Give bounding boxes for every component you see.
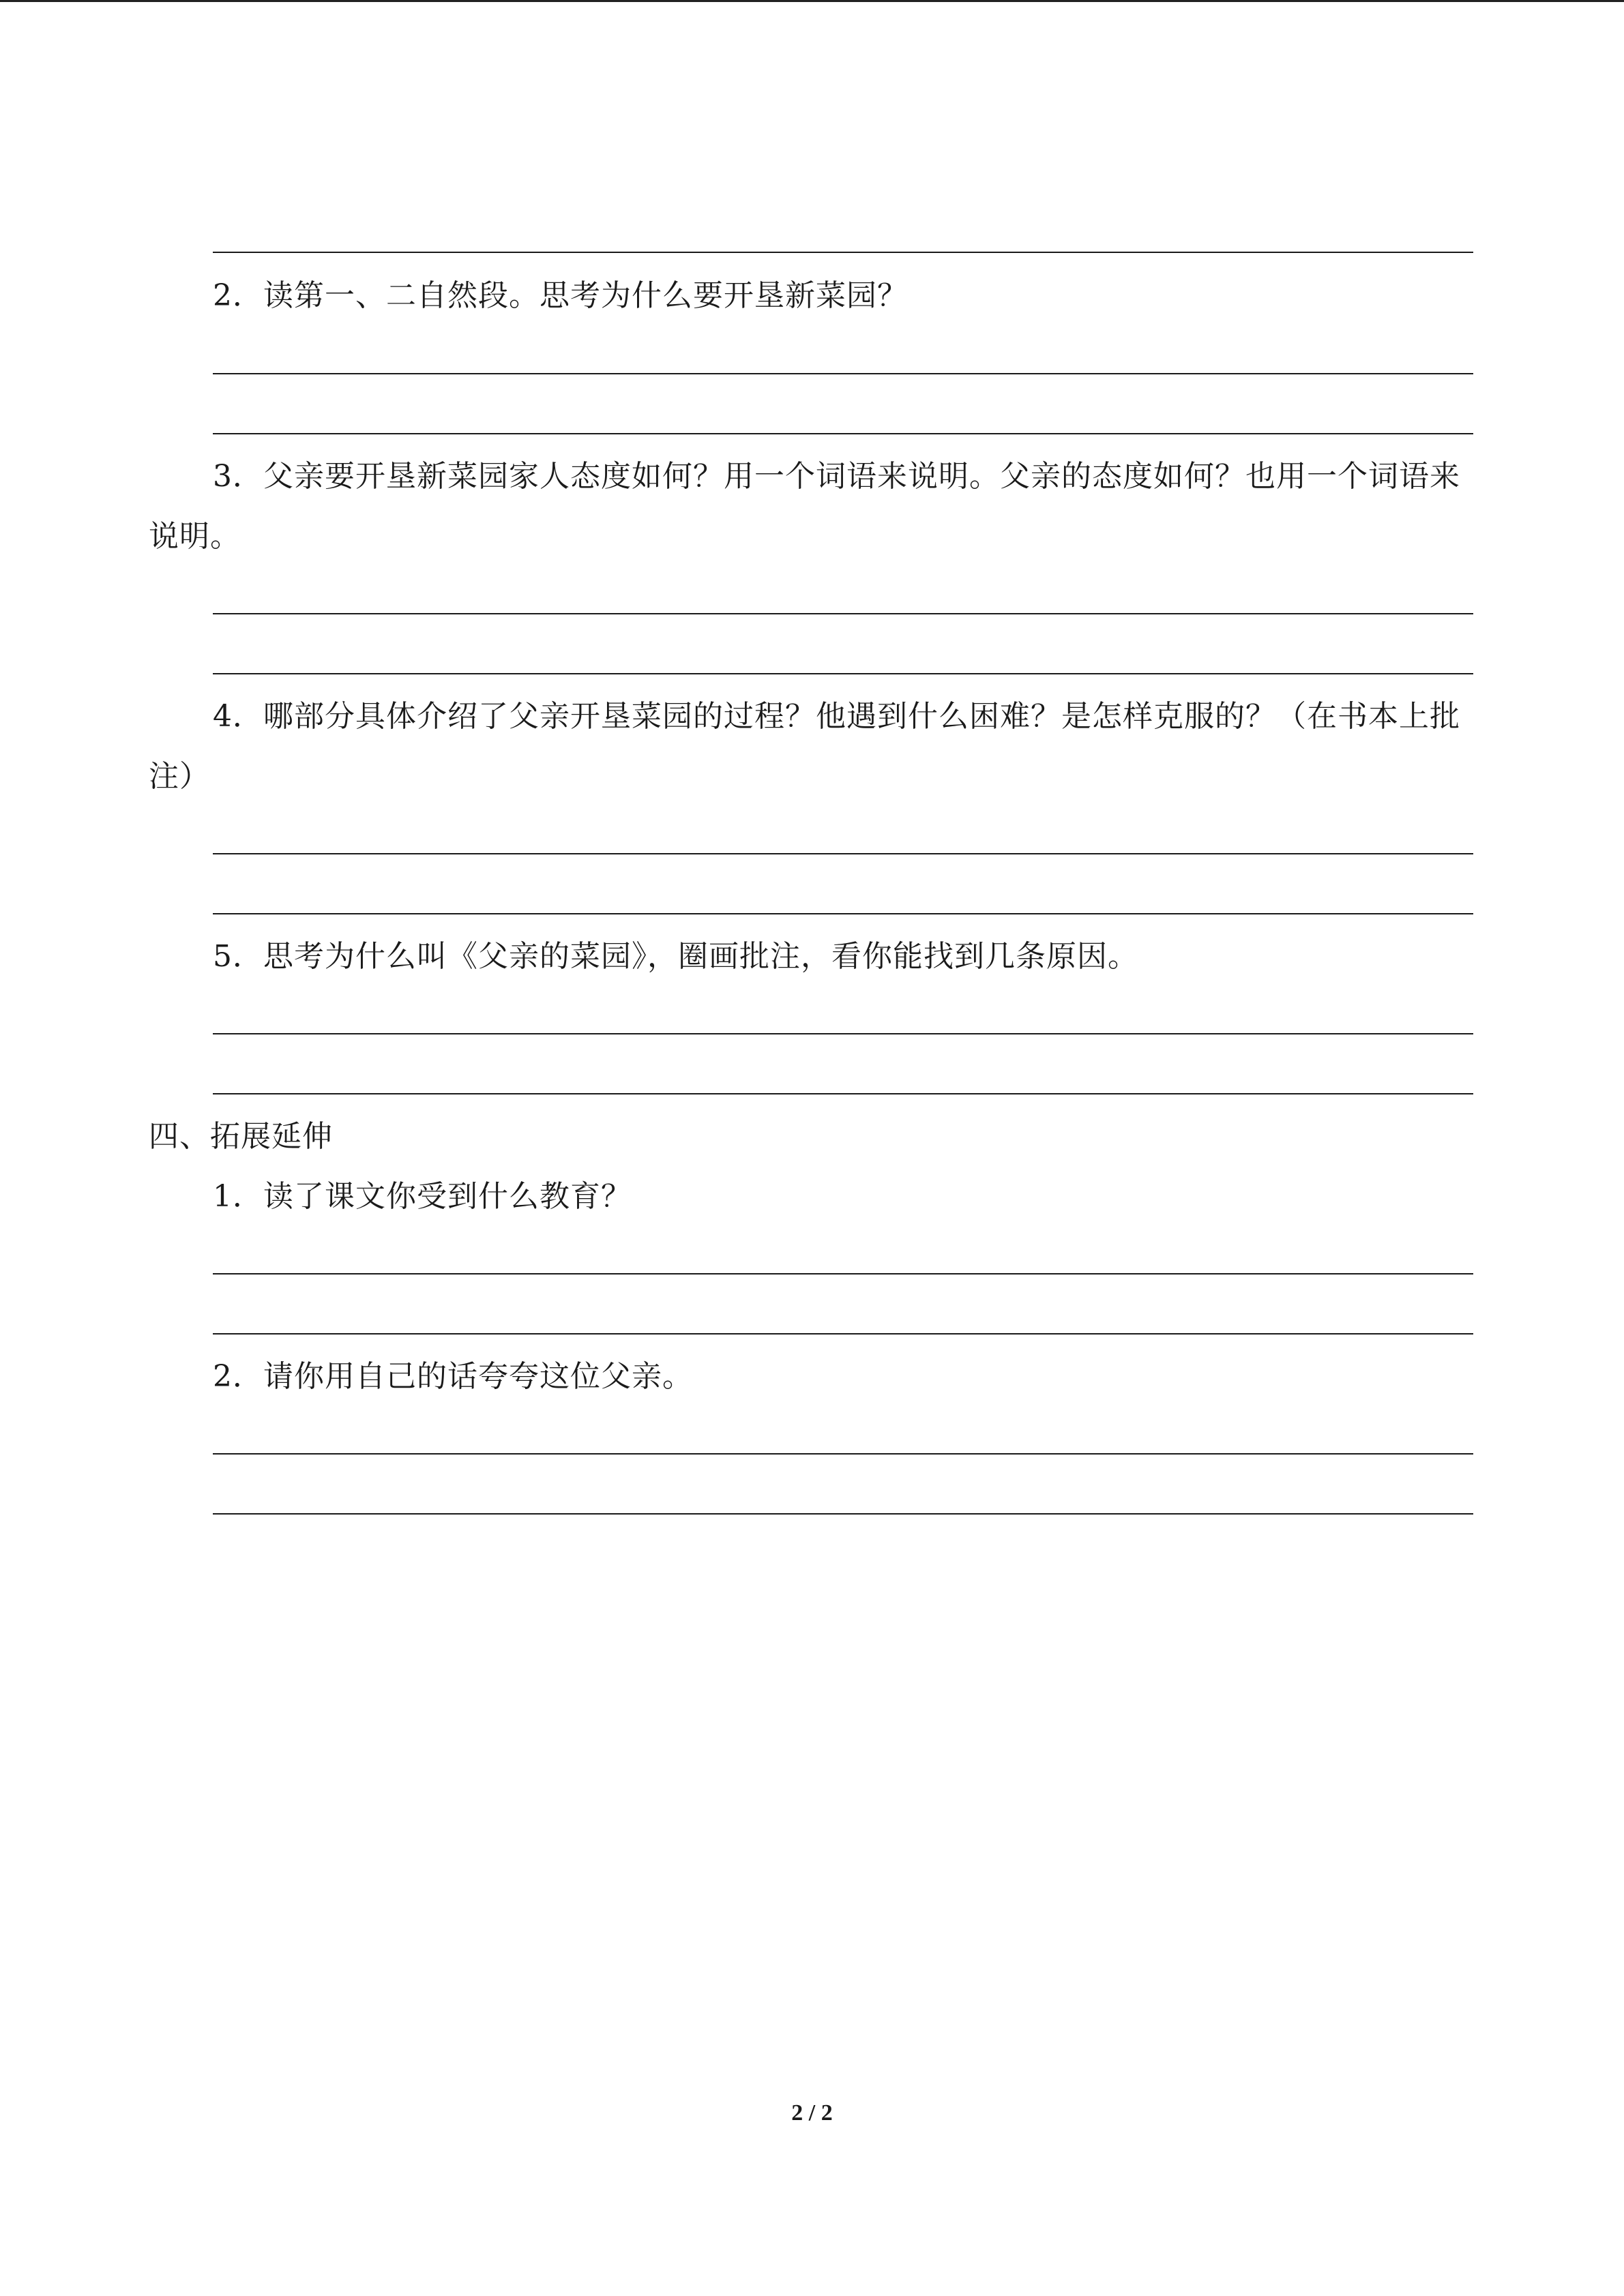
answer-line[interactable] (213, 373, 1473, 374)
question-5: 5．思考为什么叫《父亲的菜园》，圈画批注，看你能找到几条原因。 (213, 939, 1138, 974)
extension-question-2: 2．请你用自己的话夸夸这位父亲。 (213, 1359, 693, 1394)
question-4: 4．哪部分具体介绍了父亲开垦菜园的过程？他遇到什么困难？是怎样克服的？（在书本上批注） (149, 699, 1460, 794)
answer-line[interactable] (213, 1513, 1473, 1515)
top-border (0, 0, 1624, 2)
page-number: 2 / 2 (791, 2100, 833, 2126)
answer-line[interactable] (213, 673, 1473, 674)
answer-line[interactable] (213, 613, 1473, 614)
section-heading: 四、拓展延伸 (149, 1119, 333, 1154)
answer-line[interactable] (213, 1273, 1473, 1274)
answer-line[interactable] (213, 1333, 1473, 1335)
answer-line[interactable] (213, 853, 1473, 854)
answer-line[interactable] (213, 913, 1473, 914)
answer-line[interactable] (213, 1093, 1473, 1094)
answer-line[interactable] (213, 433, 1473, 434)
answer-line[interactable] (213, 1453, 1473, 1455)
answer-line[interactable] (213, 1033, 1473, 1034)
question-2: 2．读第一、二自然段。思考为什么要开垦新菜园？ (213, 278, 908, 313)
answer-line[interactable] (213, 252, 1473, 253)
extension-question-1: 1．读了课文你受到什么教育？ (213, 1179, 632, 1214)
question-3: 3．父亲要开垦新菜园家人态度如何？用一个词语来说明。父亲的态度如何？也用一个词语来说明。 (149, 459, 1460, 554)
